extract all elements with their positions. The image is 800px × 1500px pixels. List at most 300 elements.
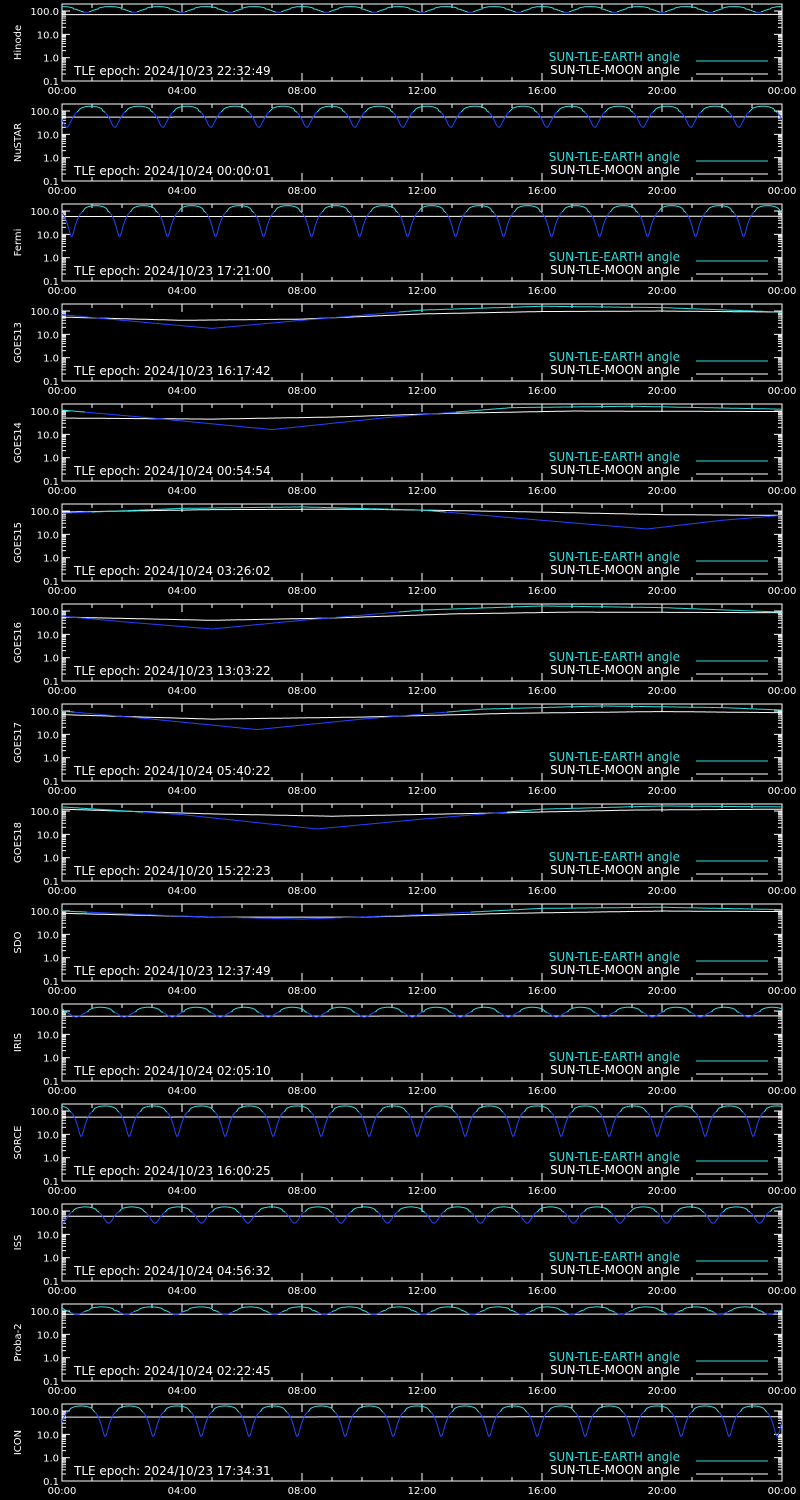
earth-angle-line: [701, 106, 729, 112]
y-tick-label: 0.1: [43, 277, 59, 288]
chart-svg: [0, 500, 800, 600]
earth-angle-line: [269, 106, 297, 112]
earth-angle-line: [665, 7, 708, 13]
earth-angle-line: [633, 112, 653, 127]
x-tick-label: 04:00: [167, 1186, 197, 1197]
earth-angle-line: [393, 112, 413, 127]
earth-angle-line: [158, 212, 178, 237]
x-tick-label: 16:00: [527, 986, 557, 997]
x-tick-label: 04:00: [167, 986, 197, 997]
earth-angle-line: [327, 1007, 355, 1012]
earth-angle-line: [215, 1112, 236, 1137]
tle-epoch-label: TLE epoch: 2024/10/24 02:05:10: [74, 1064, 271, 1078]
y-tick-label: 100.0: [30, 1107, 59, 1119]
y-tick-label: 10.0: [36, 230, 59, 242]
x-tick-label: 20:00: [647, 486, 677, 497]
x-tick-label: 20:00: [647, 1286, 677, 1297]
x-tick-label: 00:00: [47, 1186, 77, 1197]
y-axis-label: GOES16: [13, 621, 24, 664]
y-tick-label: 10.0: [36, 330, 59, 342]
earth-angle-line: [425, 1212, 444, 1223]
earth-angle-line: [188, 1106, 215, 1112]
earth-angle-line: [375, 1007, 403, 1012]
chart-svg: [0, 100, 800, 200]
x-tick-label: 00:00: [47, 1286, 77, 1297]
x-tick-label: 20:00: [647, 386, 677, 397]
earth-angle-line: [503, 1112, 524, 1137]
earth-angle-line: [130, 206, 158, 213]
earth-angle-line: [653, 106, 681, 112]
legend-moon-label: SUN-TLE-MOON angle: [550, 163, 680, 177]
earth-angle-line: [455, 1112, 476, 1137]
x-tick-label: 12:00: [407, 486, 437, 497]
legend-moon-label: SUN-TLE-MOON angle: [550, 1063, 680, 1077]
earth-angle-line: [681, 112, 701, 127]
earth-angle-line: [146, 1212, 165, 1223]
y-tick-label: 100.0: [30, 7, 59, 19]
y-tick-label: 1.0: [43, 453, 59, 465]
earth-angle-line: [239, 1212, 258, 1223]
x-tick-label: 04:00: [167, 686, 197, 697]
earth-angle-line: [383, 1412, 404, 1437]
earth-angle-line: [226, 206, 254, 213]
legend-moon-label: SUN-TLE-MOON angle: [550, 1363, 680, 1377]
earth-angle-line: [332, 1307, 368, 1313]
y-tick-label: 10.0: [36, 630, 59, 642]
x-tick-label: 00:00: [767, 286, 797, 297]
x-tick-label: 12:00: [407, 1186, 437, 1197]
x-tick-label: 20:00: [647, 286, 677, 297]
earth-angle-line: [350, 212, 370, 237]
y-tick-label: 0.1: [43, 977, 59, 988]
earth-angle-line: [584, 1207, 611, 1213]
earth-angle-line: [231, 1007, 259, 1012]
x-tick-label: 16:00: [527, 386, 557, 397]
x-tick-label: 16:00: [527, 686, 557, 697]
legend-moon-label: SUN-TLE-MOON angle: [550, 1163, 680, 1177]
tle-epoch-label: TLE epoch: 2024/10/24 00:00:01: [74, 164, 271, 178]
earth-angle-line: [611, 1212, 630, 1223]
x-tick-label: 00:00: [47, 786, 77, 797]
x-tick-label: 12:00: [407, 886, 437, 897]
earth-angle-line: [728, 1307, 764, 1313]
earth-angle-line: [185, 7, 228, 13]
y-tick-label: 1.0: [43, 153, 59, 165]
earth-angle-line: [165, 1207, 192, 1212]
legend-earth-label: SUN-TLE-EARTH angle: [548, 150, 680, 164]
x-tick-label: 00:00: [767, 886, 797, 897]
earth-angle-line: [473, 7, 516, 13]
chart-svg: [0, 300, 800, 400]
earth-angle-line: [630, 1207, 657, 1212]
earth-angle-line: [723, 1207, 750, 1212]
y-axis-label: NuSTAR: [13, 122, 24, 163]
earth-angle-line: [99, 1211, 119, 1223]
chart-svg: [0, 0, 800, 100]
tle-epoch-label: TLE epoch: 2024/10/20 15:22:23: [74, 864, 271, 878]
x-tick-label: 08:00: [287, 586, 317, 597]
y-tick-label: 1.0: [43, 53, 59, 65]
earth-angle-line: [62, 612, 399, 629]
x-tick-label: 16:00: [527, 1086, 557, 1097]
y-tick-label: 1.0: [43, 353, 59, 365]
y-tick-label: 0.1: [43, 677, 59, 688]
y-tick-label: 0.1: [43, 1377, 59, 1388]
earth-angle-line: [678, 1307, 714, 1312]
earth-angle-line: [356, 1406, 383, 1412]
chart-panel-iss: [0, 1200, 800, 1300]
x-tick-label: 20:00: [647, 786, 677, 797]
x-tick-label: 08:00: [287, 1486, 317, 1497]
legend-moon-label: SUN-TLE-MOON angle: [550, 563, 680, 577]
earth-angle-line: [77, 106, 105, 112]
legend-earth-label: SUN-TLE-EARTH angle: [548, 850, 680, 864]
earth-angle-line: [311, 1112, 332, 1137]
earth-angle-line: [302, 212, 322, 237]
earth-angle-line: [548, 1406, 575, 1412]
y-tick-label: 100.0: [30, 1407, 59, 1419]
tle-epoch-label: TLE epoch: 2024/10/23 17:21:00: [74, 264, 271, 278]
x-tick-label: 04:00: [167, 1486, 197, 1497]
y-tick-label: 100.0: [30, 307, 59, 319]
earth-angle-line: [750, 1211, 770, 1223]
x-tick-label: 16:00: [527, 886, 557, 897]
x-tick-label: 20:00: [647, 886, 677, 897]
chart-svg: [0, 1100, 800, 1200]
legend-earth-label: SUN-TLE-EARTH angle: [548, 250, 680, 264]
y-tick-label: 10.0: [36, 1230, 59, 1242]
x-tick-label: 00:00: [767, 1186, 797, 1197]
earth-angle-line: [332, 1212, 351, 1223]
earth-angle-line: [254, 212, 274, 237]
earth-angle-line: [686, 212, 706, 237]
x-tick-label: 04:00: [167, 386, 197, 397]
earth-angle-line: [530, 1307, 566, 1313]
x-tick-label: 16:00: [527, 586, 557, 597]
x-tick-label: 20:00: [647, 1386, 677, 1397]
y-tick-label: 1.0: [43, 1453, 59, 1465]
earth-angle-line: [82, 206, 110, 213]
earth-angle-line: [562, 206, 590, 213]
tle-epoch-label: TLE epoch: 2024/10/24 02:22:45: [74, 1364, 271, 1378]
y-tick-label: 100.0: [30, 907, 59, 919]
legend-earth-label: SUN-TLE-EARTH angle: [548, 1150, 680, 1164]
earth-angle-line: [441, 112, 461, 127]
earth-angle-line: [444, 1207, 471, 1212]
earth-angle-line: [668, 1106, 695, 1112]
y-axis-label: IRIS: [13, 1032, 24, 1053]
earth-angle-line: [221, 106, 249, 112]
x-tick-label: 00:00: [47, 1386, 77, 1397]
chart-panel-goes15: [0, 500, 800, 600]
y-tick-label: 1.0: [43, 853, 59, 865]
y-tick-label: 10.0: [36, 530, 59, 542]
earth-angle-line: [567, 1007, 595, 1012]
y-tick-label: 1.0: [43, 653, 59, 665]
y-axis-label: Hinode: [13, 24, 24, 61]
earth-angle-line: [519, 1007, 547, 1012]
earth-angle-line: [287, 1412, 308, 1437]
legend-earth-label: SUN-TLE-EARTH angle: [548, 450, 680, 464]
x-tick-label: 00:00: [47, 486, 77, 497]
earth-angle-line: [431, 1412, 452, 1437]
moon-angle-line: [62, 311, 782, 320]
x-tick-label: 00:00: [767, 186, 797, 197]
tle-epoch-label: TLE epoch: 2024/10/23 13:03:22: [74, 664, 271, 678]
y-tick-label: 1.0: [43, 1353, 59, 1365]
earth-angle-line: [249, 112, 269, 127]
earth-angle-line: [407, 1112, 428, 1137]
x-tick-label: 16:00: [527, 286, 557, 297]
earth-angle-line: [423, 1007, 451, 1012]
x-tick-label: 04:00: [167, 186, 197, 197]
earth-angle-line: [285, 1211, 305, 1223]
earth-angle-line: [284, 1106, 311, 1112]
x-tick-label: 16:00: [527, 786, 557, 797]
chart-svg: [0, 1000, 800, 1100]
y-tick-label: 0.1: [43, 1477, 59, 1488]
earth-angle-line: [74, 712, 447, 730]
x-tick-label: 20:00: [647, 1486, 677, 1497]
earth-angle-line: [605, 106, 633, 112]
chart-panel-goes13: [0, 300, 800, 400]
x-tick-label: 12:00: [407, 186, 437, 197]
earth-angle-line: [585, 112, 605, 127]
earth-angle-line: [509, 106, 537, 112]
earth-angle-line: [452, 1406, 479, 1412]
y-tick-label: 0.1: [43, 577, 59, 588]
y-tick-label: 100.0: [30, 707, 59, 719]
y-axis-label: GOES17: [13, 721, 24, 764]
x-tick-label: 16:00: [527, 186, 557, 197]
x-tick-label: 00:00: [47, 186, 77, 197]
y-tick-label: 100.0: [30, 107, 59, 119]
earth-angle-line: [125, 106, 153, 112]
earth-angle-line: [551, 1112, 572, 1137]
x-tick-label: 16:00: [527, 1386, 557, 1397]
x-tick-label: 20:00: [647, 686, 677, 697]
legend-earth-label: SUN-TLE-EARTH angle: [548, 950, 680, 964]
earth-angle-line: [704, 1212, 723, 1223]
y-axis-label: GOES14: [13, 421, 24, 464]
earth-angle-line: [365, 106, 393, 112]
earth-angle-line: [461, 106, 489, 112]
earth-angle-line: [370, 206, 398, 213]
earth-angle-line: [524, 1106, 551, 1112]
earth-angle-line: [500, 1406, 527, 1412]
earth-angle-line: [236, 1106, 263, 1112]
y-tick-label: 1.0: [43, 1153, 59, 1165]
x-tick-label: 12:00: [407, 586, 437, 597]
earth-angle-line: [644, 1406, 671, 1412]
earth-angle-line: [447, 706, 782, 712]
earth-angle-line: [399, 606, 782, 612]
earth-angle-line: [471, 1007, 499, 1012]
tle-epoch-label: TLE epoch: 2024/10/24 04:56:32: [74, 1264, 271, 1278]
earth-angle-line: [183, 1307, 219, 1312]
x-tick-label: 12:00: [407, 86, 437, 97]
x-tick-label: 20:00: [647, 986, 677, 997]
earth-angle-line: [62, 212, 82, 237]
earth-angle-line: [297, 112, 317, 127]
earth-angle-line: [212, 1207, 239, 1213]
y-tick-label: 10.0: [36, 1330, 59, 1342]
x-tick-label: 08:00: [287, 286, 317, 297]
tle-epoch-label: TLE epoch: 2024/10/23 16:00:25: [74, 1164, 271, 1178]
x-tick-label: 12:00: [407, 386, 437, 397]
earth-angle-line: [572, 1106, 599, 1112]
moon-angle-line: [62, 612, 782, 620]
earth-angle-line: [569, 7, 612, 13]
earth-angle-line: [638, 212, 658, 237]
earth-angle-line: [466, 206, 494, 213]
earth-angle-line: [116, 1406, 143, 1412]
earth-angle-line: [274, 206, 302, 213]
earth-angle-line: [105, 112, 125, 127]
x-tick-label: 00:00: [767, 486, 797, 497]
earth-angle-line: [711, 1007, 739, 1012]
earth-angle-line: [719, 1412, 740, 1437]
chart-svg: [0, 700, 800, 800]
legend-moon-label: SUN-TLE-MOON angle: [550, 63, 680, 77]
earth-angle-line: [143, 812, 507, 829]
earth-angle-line: [494, 212, 514, 237]
chart-panel-goes18: [0, 800, 800, 900]
y-tick-label: 0.1: [43, 877, 59, 888]
x-tick-label: 00:00: [767, 986, 797, 997]
earth-angle-line: [329, 7, 372, 13]
x-tick-label: 08:00: [287, 1386, 317, 1397]
earth-angle-line: [381, 1307, 417, 1312]
earth-angle-line: [537, 1207, 564, 1212]
x-tick-label: 00:00: [47, 386, 77, 397]
earth-angle-line: [201, 112, 221, 127]
earth-angle-line: [89, 7, 132, 13]
earth-angle-line: [92, 1106, 119, 1112]
legend-earth-label: SUN-TLE-EARTH angle: [548, 1350, 680, 1364]
earth-angle-line: [740, 1406, 767, 1412]
earth-angle-line: [398, 212, 418, 237]
legend-moon-label: SUN-TLE-MOON angle: [550, 463, 680, 477]
y-axis-label: GOES13: [13, 321, 24, 364]
x-tick-label: 00:00: [767, 786, 797, 797]
y-tick-label: 1.0: [43, 753, 59, 765]
earth-angle-line: [657, 1211, 677, 1223]
y-tick-label: 10.0: [36, 1030, 59, 1042]
x-tick-label: 00:00: [767, 686, 797, 697]
earth-angle-line: [471, 1211, 491, 1223]
earth-angle-line: [233, 1307, 269, 1313]
x-tick-label: 00:00: [47, 886, 77, 897]
earth-angle-line: [282, 1307, 318, 1312]
x-tick-label: 04:00: [167, 1086, 197, 1097]
moon-angle-line: [62, 712, 782, 720]
x-tick-label: 00:00: [767, 1386, 797, 1397]
y-tick-label: 100.0: [30, 807, 59, 819]
x-tick-label: 08:00: [287, 986, 317, 997]
chart-panel-iris: [0, 1000, 800, 1100]
x-tick-label: 00:00: [47, 86, 77, 97]
earth-angle-line: [359, 1112, 380, 1137]
legend-earth-label: SUN-TLE-EARTH angle: [548, 50, 680, 64]
earth-angle-line: [345, 112, 365, 127]
y-tick-label: 10.0: [36, 730, 59, 742]
tle-epoch-label: TLE epoch: 2024/10/24 03:26:02: [74, 564, 271, 578]
earth-angle-line: [351, 1207, 378, 1212]
x-tick-label: 20:00: [647, 86, 677, 97]
earth-angle-line: [620, 1106, 647, 1112]
x-tick-label: 12:00: [407, 686, 437, 697]
earth-angle-line: [378, 1211, 398, 1223]
earth-angle-line: [322, 206, 350, 213]
y-tick-label: 1.0: [43, 1053, 59, 1065]
x-tick-label: 08:00: [287, 886, 317, 897]
y-tick-label: 0.1: [43, 477, 59, 488]
x-tick-label: 12:00: [407, 1386, 437, 1397]
x-tick-label: 00:00: [47, 286, 77, 297]
chart-panel-icon: [0, 1400, 800, 1500]
chart-panel-sdo: [0, 900, 800, 1000]
y-tick-label: 0.1: [43, 777, 59, 788]
y-tick-label: 0.1: [43, 1277, 59, 1288]
y-tick-label: 0.1: [43, 77, 59, 88]
chart-panel-nustar: [0, 100, 800, 200]
x-tick-label: 00:00: [767, 1086, 797, 1097]
earth-angle-line: [695, 1112, 716, 1137]
earth-angle-line: [167, 1112, 188, 1137]
earth-angle-line: [153, 112, 173, 127]
y-tick-label: 100.0: [30, 1307, 59, 1319]
earth-angle-line: [164, 1406, 191, 1412]
x-tick-label: 16:00: [527, 486, 557, 497]
earth-angle-line: [212, 1406, 239, 1412]
x-tick-label: 08:00: [287, 186, 317, 197]
x-tick-label: 08:00: [287, 1186, 317, 1197]
y-tick-label: 10.0: [36, 1130, 59, 1142]
earth-angle-line: [514, 206, 542, 213]
x-tick-label: 20:00: [647, 186, 677, 197]
earth-angle-line: [579, 1307, 615, 1312]
x-tick-label: 16:00: [527, 86, 557, 97]
x-tick-label: 08:00: [287, 486, 317, 497]
earth-angle-line: [431, 1307, 467, 1313]
chart-panel-goes16: [0, 600, 800, 700]
earth-angle-line: [623, 1412, 644, 1437]
x-tick-label: 04:00: [167, 86, 197, 97]
earth-angle-line: [260, 1406, 287, 1412]
x-tick-label: 16:00: [527, 1286, 557, 1297]
earth-angle-line: [754, 206, 782, 213]
y-tick-label: 100.0: [30, 507, 59, 519]
earth-angle-line: [610, 206, 638, 213]
x-tick-label: 08:00: [287, 686, 317, 697]
earth-angle-line: [677, 1207, 704, 1213]
chart-svg: [0, 200, 800, 300]
earth-angle-line: [518, 1212, 537, 1223]
legend-moon-label: SUN-TLE-MOON angle: [550, 1263, 680, 1277]
chart-svg: [0, 800, 800, 900]
earth-angle-line: [617, 7, 660, 13]
x-tick-label: 08:00: [287, 1286, 317, 1297]
y-tick-label: 100.0: [30, 207, 59, 219]
earth-angle-line: [191, 1412, 212, 1437]
legend-earth-label: SUN-TLE-EARTH angle: [548, 1250, 680, 1264]
y-tick-label: 100.0: [30, 407, 59, 419]
earth-angle-line: [317, 106, 345, 112]
earth-angle-line: [398, 1207, 425, 1213]
earth-angle-line: [480, 1307, 516, 1312]
y-axis-label: GOES15: [13, 521, 24, 564]
